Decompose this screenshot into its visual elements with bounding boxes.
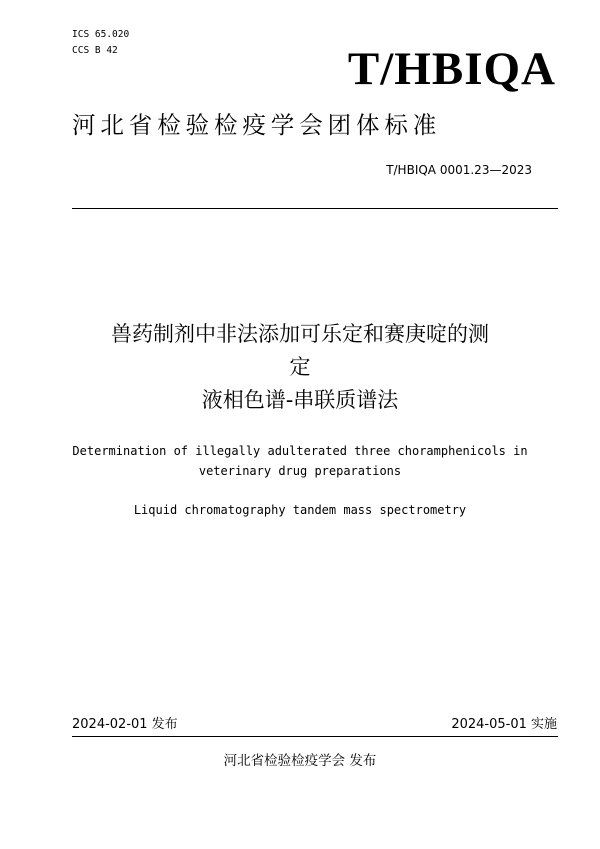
chinese-title-line-2: 定 (289, 355, 311, 379)
org-standard-title: 河北省检验检疫学会团体标准 (72, 111, 442, 139)
standard-logo: T/HBIQA (347, 43, 556, 95)
chinese-title-line-1: 兽药制剂中非法添加可乐定和赛庚啶的测 (111, 322, 489, 346)
classification-codes (72, 27, 129, 59)
chinese-title-line-3: 液相色谱-串联质谱法 (201, 388, 399, 412)
implement-date: 2024-05-01 实施 (451, 717, 557, 732)
english-title (40, 441, 560, 481)
publisher: 河北省检验检疫学会 发布 (223, 753, 377, 769)
bottom-divider (72, 736, 558, 737)
english-title-line-1: Determination of illegally adulterated three choramphenicols in (72, 444, 528, 458)
release-date: 2024-02-01 发布 (72, 717, 178, 732)
chinese-title (40, 318, 560, 417)
top-divider (72, 208, 558, 209)
ics-code: ICS 65.020 (72, 29, 130, 40)
ccs-code: CCS B 42 (72, 45, 118, 56)
standard-number: T/HBIQA 0001.23—2023 (386, 163, 532, 177)
english-title-line-2: veterinary drug preparations (198, 464, 402, 478)
english-method-title: Liquid chromatography tandem mass spectrometry (133, 503, 467, 517)
